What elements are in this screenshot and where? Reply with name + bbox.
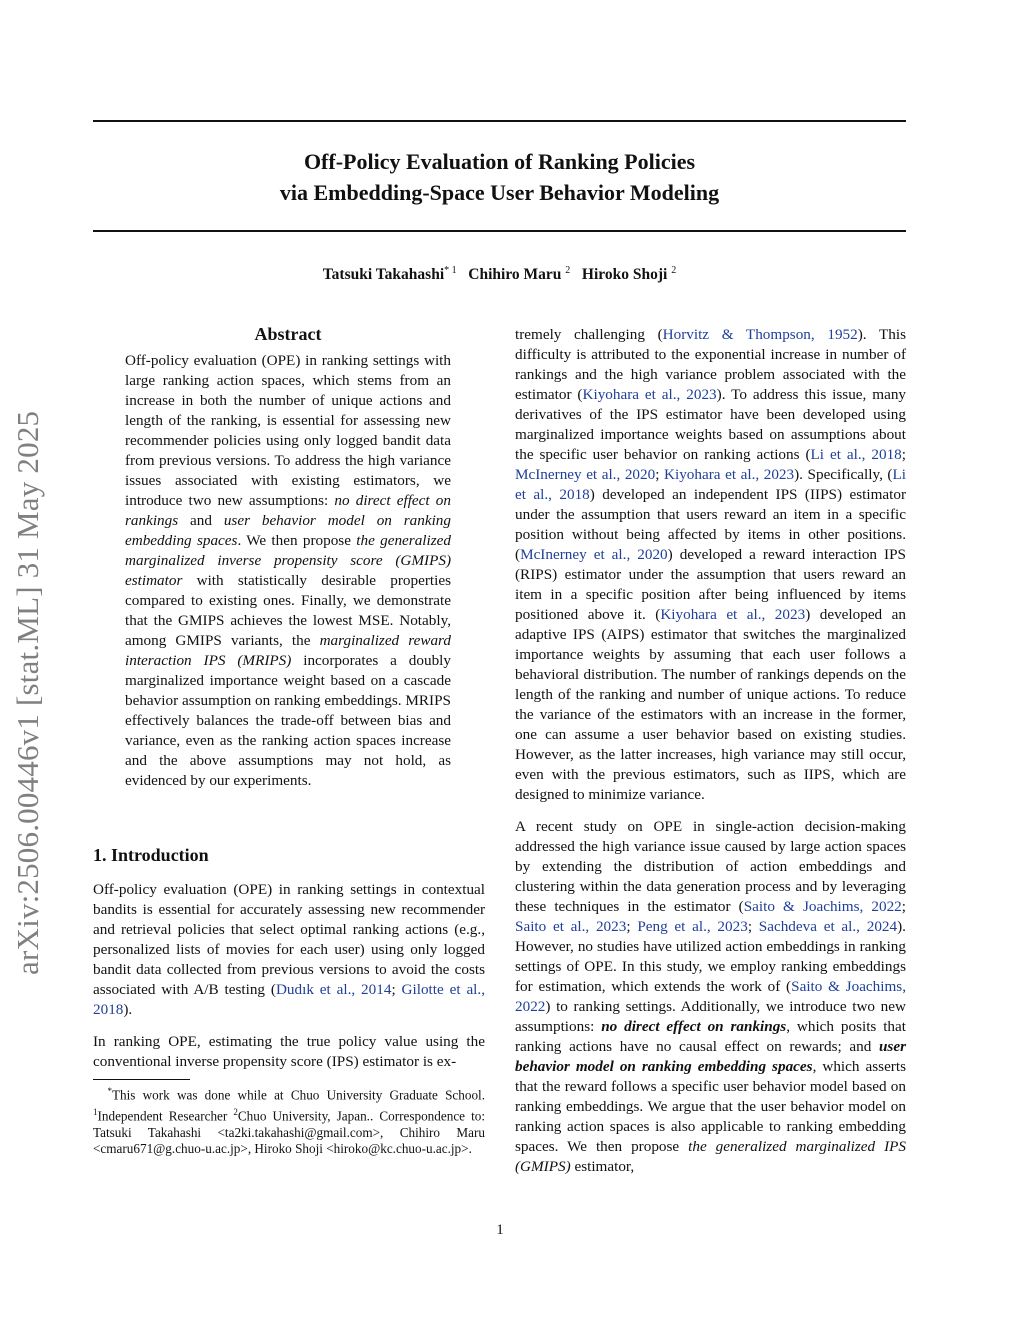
citation-link[interactable]: Kiyohara et al., 2023	[660, 606, 806, 623]
text-run: ). To address this issue, many derivatives of the IPS estimator have been developed using marginalized importance weights based on assumptions about the specific user behavior on ranking actions (	[515, 386, 907, 463]
title-top-rule	[93, 120, 906, 122]
paragraph	[515, 325, 906, 805]
text-run: ;	[655, 466, 665, 483]
text-run: with statistically desirable properties compared to existing ones. Finally, we demonstrate that the GMIPS achieves the lowest MSE. Notably, among GMIPS variants, the	[125, 572, 451, 649]
text-run: . We then propose	[237, 532, 357, 549]
text-run: ;	[747, 918, 759, 935]
paragraph	[515, 817, 906, 1177]
title-bottom-rule	[93, 230, 906, 232]
citation-link[interactable]: Li et al., 2018	[515, 466, 906, 503]
citation-link[interactable]: Saito et al., 2023	[515, 918, 627, 935]
citation-link[interactable]: Horvitz & Thompson, 1952	[662, 326, 858, 343]
introduction-right-column	[515, 325, 906, 1177]
bold-emphasis: no direct effect on rankings	[601, 1018, 787, 1035]
text-run: , which posits that ranking actions have no causal effect on rewards; and	[515, 1018, 906, 1055]
footnote	[93, 1083, 485, 1158]
citation-link[interactable]: Li et al., 2018	[810, 446, 902, 463]
paper-title	[93, 146, 906, 208]
text-run: This work was done while at Chuo University Graduate School.	[111, 1087, 485, 1103]
emphasis: no direct effect on rankings	[125, 492, 451, 529]
text-run: incorporates a doubly marginalized importance weight based on a cascade behavior assumption on ranking embeddings. MRIPS effectively balances the trade-off between bias and variance, even as the ranking action spaces increase and the above assumptions may not hold, as evidenced by our experiments.	[125, 652, 451, 789]
paragraph: In ranking OPE, estimating the true policy value using the conventional inverse propensity score (IPS) estimator is ex-	[93, 1033, 485, 1070]
footnote-mark: 1	[93, 1106, 98, 1117]
citation-link[interactable]: Saito & Joachims, 2022	[515, 978, 907, 1015]
text-run: and	[178, 512, 224, 529]
introduction-left-column	[93, 880, 485, 1072]
text-run: ;	[901, 898, 907, 915]
citation-link[interactable]: McInerney et al., 2020	[515, 466, 656, 483]
text-run: ). Specifically, (	[794, 466, 893, 483]
author-list	[93, 265, 906, 284]
footnote-mark: 2	[233, 1106, 238, 1117]
text-run: ) to ranking settings. Additionally, we introduce two new assumptions:	[515, 998, 906, 1035]
citation-link[interactable]: Kiyohara et al., 2023	[664, 466, 795, 483]
text-run: ) developed an adaptive IPS (AIPS) estimator that switches the marginalized importance weights by assuming that each user follows a behavioral distribution. The number of rankings depends on the length of the ranking and number of unique actions. To reduce the variance of the estimators with an increase in the former, one can assume a user behavior based on existing studies. However, as the latter increases, high variance may still occur, even with the previous estimators, such as IIPS, which are designed to minimize variance.	[515, 606, 906, 803]
emphasis: user behavior model on ranking embedding spaces	[125, 512, 451, 549]
title-line-2: via Embedding-Space User Behavior Modeling	[279, 180, 720, 205]
citation-link[interactable]: Saito & Joachims, 2022	[743, 898, 902, 915]
author-affiliation-mark: 2	[671, 265, 677, 276]
bold-emphasis: user behavior model on ranking embedding spaces	[515, 1038, 906, 1075]
text-run: tremely challenging (	[515, 326, 663, 343]
text-run: estimator,	[570, 1158, 635, 1175]
text-run: A recent study on OPE in single-action decision-making addressed the high variance issue caused by large action spaces by extending the distribution of action embeddings and clustering within the data generation process and by leveraging these techniques in the estimator (	[515, 818, 906, 915]
citation-link[interactable]: Gilotte et al., 2018	[93, 981, 485, 1018]
text-run: ) developed an independent IPS (IIPS) estimator under the assumption that users reward an item in a specific position without being affected by items in other positions. (	[515, 486, 906, 563]
emphasis: marginalized reward interaction IPS (MRIPS)	[125, 632, 451, 669]
text-run: Chuo University, Japan.. Correspondence to: Tatsuki Takahashi <ta2ki.takahashi@gmail.com>, Chihiro Maru <cmaru671@g.chuo-u.ac.jp>, Hiroko Shoji <hiroko@kc.chuo-u.ac.jp>.	[93, 1108, 485, 1157]
text-run: ;	[391, 981, 402, 998]
abstract-body	[125, 351, 451, 791]
text-run: ;	[901, 446, 907, 463]
footnote-rule	[93, 1079, 190, 1080]
citation-link[interactable]: McInerney et al., 2020	[520, 546, 668, 563]
citation-link[interactable]: Kiyohara et al., 2023	[582, 386, 717, 403]
text-run: Off-policy evaluation (OPE) in ranking settings with large ranking action spaces, which stems from an increase in both the number of unique actions and length of the ranking, is essential for assessing new recommender policies using only logged bandit data from previous versions. To address the high variance issues associated with existing estimators, we introduce two new assumptions:	[125, 352, 451, 509]
text-run: ;	[626, 918, 638, 935]
text-run: , which asserts that the reward follows a specific user behavior model based on ranking embeddings. We argue that the user behavior model on ranking action spaces is also applicable to ranking embedding spaces. We then propose	[515, 1058, 906, 1155]
section-heading-introduction: 1. Introduction	[93, 845, 209, 865]
abstract-heading: Abstract	[254, 324, 322, 344]
citation-link[interactable]: Sachdeva et al., 2024	[758, 918, 898, 935]
page-number: 1	[496, 1222, 504, 1238]
citation-link[interactable]: Peng et al., 2023	[637, 918, 748, 935]
author-name: Hiroko Shoji	[581, 266, 668, 284]
text-run: ).	[123, 1001, 133, 1018]
text-run: ). This difficulty is attributed to the exponential increase in number of rankings and the high variance problem associated with the estimator (	[515, 326, 906, 403]
author-affiliation-mark: 2	[565, 265, 571, 276]
abstract-section	[125, 323, 451, 791]
title-line-1: Off-Policy Evaluation of Ranking Policies	[303, 149, 696, 174]
emphasis: the generalized marginalized IPS (GMIPS)	[515, 1138, 907, 1175]
author-name: Chihiro Maru	[468, 266, 562, 284]
text-run: Independent Researcher	[97, 1108, 234, 1124]
author-affiliation-mark: * 1	[444, 265, 457, 276]
text-run: ). However, no studies have utilized action embeddings in ranking settings of OPE. In this study, we employ ranking embeddings for estimation, which extends the work of (	[515, 918, 906, 995]
text-run: Off-policy evaluation (OPE) in ranking settings in contextual bandits is essential for accurately assessing new recommender and retrieval policies that select optimal ranking actions (e.g., personalized lists of movies for each user) using only logged bandit data collected from previous versions to avoid the costs associated with A/B testing (	[93, 881, 485, 998]
text-run: ) developed a reward interaction IPS (RIPS) estimator under the assumption that users reward an item in a specific position after being influenced by items positioned above it. (	[515, 546, 906, 623]
citation-link[interactable]: Dudık et al., 2014	[275, 981, 392, 998]
arxiv-side-stamp: arXiv:2506.00446v1 [stat.ML] 31 May 2025	[10, 410, 45, 975]
footnote-mark: *	[107, 1086, 112, 1096]
author-name: Tatsuki Takahashi	[322, 266, 445, 284]
paragraph	[93, 880, 485, 1020]
emphasis: the generalized marginalized inverse propensity score (GMIPS) estimator	[125, 532, 451, 589]
